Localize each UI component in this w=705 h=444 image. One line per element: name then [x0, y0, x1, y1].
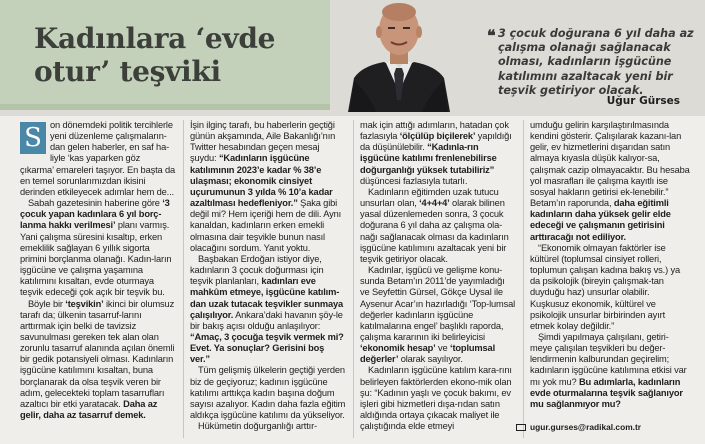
article-title — [34, 22, 334, 88]
paragraph: mak için attığı adımların, hatadan çok fazlasıyla ‘ölçülüp biçilerek’ yapıldığı da düşünülebilir. “Kadınla-rın işgücüne katılımı frenlenebilirse doğurganlığı yüksek tutabiliriz” düşüncesi fazlasıyla tutarlı. — [360, 120, 512, 186]
column-4 — [530, 120, 690, 416]
paragraph: Sabah gazetesinin haberine göre ‘3 çocuk yapan kadınlara 6 yıl borç-lanma hakkı verilmesi’ planı varmış. Yani çalışma süresini kısaltıp, erken emeklilik sağlayan 6 yıllık sigorta primini borçlanma olanağı. Kadın-ların işgücüne ve çalışma yaşamına katılımını kısaltan, evde oturmaya teşvik edeceği çok açık bir teşvik bu. — [20, 198, 172, 298]
paragraph: umduğu gelirin karşılaştırılmasında kendini gösterir. Çalışılarak kazanı-lan gelir, ev hizmetlerini dışarıdan satın almaya kıyasla düşük kalıyor-sa, çalışmak cazip olmayacaktır. Bu hesaba yol masrafları ile çalışma kayıtlı ise sosyal hakların getirisi ek-lenebilir.” Betam’ın raporunda, daha eğitimli kadınların daha yüksek gelir elde edeceği ve çalışmanın getirisini arttıracağı not ediliyor. — [530, 120, 690, 242]
paragraph: Başbakan Erdoğan istiyor diye, kadınların 3 çocuk doğurması için teşvik planlanları, kadınları eve mahkûm etmeye, işgücüne katılım-dan uzak tutacak teşvikler sunmaya çalışılıyor. Ankara’daki havanın şöy-le bir bakış açısı olduğu anlaşılıyor: “Amaç, 3 çocuğa teşvik vermek mi? Evet. Ya sonuçlar? Gerisini boş ver.” — [190, 253, 344, 365]
author-name: Uğur Gürses — [606, 95, 680, 107]
column-divider — [353, 120, 354, 438]
drop-cap: S — [20, 122, 46, 154]
column-divider — [183, 120, 184, 438]
author-portrait-illustration — [340, 0, 458, 112]
column-divider — [523, 120, 524, 438]
paragraph: Kadınlar, işgücü ve gelişme konu-sunda Betam’ın 2011’de yayımladığı ve Seyfettin Gürsel, Gökçe Uysal ile Aysenur Acar’ın hazırladığı ‘Top-lumsal değerler kadınların işgücüne katılmalarına engel’ başlıklı raporda, çalışma kararının iki belirleyicisi ‘ekonomik hesap’ ve ‘toplumsal değerler’ olarak sayılıyor. — [360, 265, 516, 365]
paragraph: Tüm gelişmiş ülkelerin geçtiği yerden biz de geçiyoruz; kadının işgücüne katılımı arttıkça kadın başına doğum sayısı azalıyor. Kadın daha fazla eğitim aldıkça işgücüne katılımı da yükseliyor. — [190, 365, 346, 421]
paragraph: Kadınların işgücüne katılım kara-rını belirleyen faktörlerden ekono-mik olan şu: “Kadının yaşlı ve çocuk bakımı, ev işleri gibi hizmetleri dışa-rıdan satın aldığında ortaya çıkacak maliyet ile çalıştığında elde etmeyi — [360, 365, 512, 432]
title-panel-strip — [0, 104, 330, 110]
paragraph: “Ekonomik olmayan faktörler ise kültürel (toplumsal cinsiyet rolleri, toplumun çalışan kadına bakış vs.) ya da psikolojik (bireyin çalışmak-tan duyduğu haz) unsurlar olabilir. Kuşkusuz ekonomik, kültürel ve psikolojik unsurlar birbirinden ayırt etmek kolay değildir.” — [530, 242, 680, 331]
column-2 — [190, 120, 346, 438]
author-photo — [340, 0, 458, 112]
email-icon — [516, 424, 526, 431]
pull-quote: 3 çocuk doğurana 6 yıl daha az çalışma olanağı sağlanacak olması, kadınların işgücüne katılımını azaltacak yeni bir teşvik getiriyor olacak. — [498, 27, 694, 97]
paragraph: Böyle bir ‘teşvikin’ ikinci bir olumsuz tarafı da; ülkenin tasarruf-larını arttırmak için belki de tavizsiz savunulması gereken tek alan olan zorunlu tasarruf alanında açılan önemli bir gedik potansiyeli olması. Kadınların işgücüne katılımını kısaltan, buna borçlanarak da olsa teşvik veren bir adım, gelecekteki toplam tasarrufları azaltıcı bir etki yaratacak. Daha az gelir, daha az tasarruf demek. — [20, 298, 175, 421]
column-1 — [20, 120, 176, 438]
article-body — [20, 120, 700, 438]
paragraph: Kadınların eğitimden uzak tutucu unsurları olan, ‘4+4+4’ olarak bilinen yasal düzenlemeden sonra, 3 çocuk doğurana 6 yıl daha az çalışma ola-nağı sağlanacak olması da kadınların işgücüne katılımını azaltacak yeni bir teşvik getiriyor olacak. — [360, 186, 509, 264]
paragraph: İşin ilginç tarafı, bu haberlerin geçtiği günün akşamında, Aile Bakanlığı’nın Twitter hesabından geçen mesaj şuydu: “Kadınların işgücüne katılımının 2023’e kadar % 38’e ulaşması; ekonomik cinsiyet uçurumunun 3 yılda % 10’a kadar azaltılması hedefleniyor.” Şaka gibi değil mi? Hem içeriği hem de dili. Aynı kanaldan, kadınların erken emekli olmasına dair teşvikle bunun nasıl olacağını sordum. Yanıt yoktu. — [190, 120, 342, 253]
paragraph: on dönemdeki politik tercihlerle yeni düzenleme çalışmaların-dan gelen haberler, en saf ha-liyle ‘kas yaparken göz çıkarma’ emareleri taşıyor. En başta da en temel sorunlarımızdan ikisini derinden etkileyecek adımlar hem de... — [20, 120, 176, 197]
title-line-2: otur’ teşviki — [34, 55, 221, 88]
paragraph: Hükümetin doğurganlığı arttır- — [198, 421, 318, 432]
author-email-row — [516, 422, 696, 432]
title-line-1: Kadınlara ‘evde — [34, 22, 276, 55]
paragraph: Şimdi yapılmaya çalışılanı, getiri-meye çalışılan teşvikleri bu değer-lendirmenin kalburundan geçirelim; kadınların işgücüne katılımına etkisi var mı yok mu? Bu adımlarla, kadınların evde oturmalarına teşvik sağlanıyor mu sağlanmıyor mu? — [530, 331, 687, 409]
author-email[interactable]: ugur.gurses@radikal.com.tr — [530, 422, 642, 432]
quote-mark-icon: ❝ — [487, 26, 496, 45]
article-header — [0, 0, 705, 116]
column-3 — [360, 120, 516, 438]
